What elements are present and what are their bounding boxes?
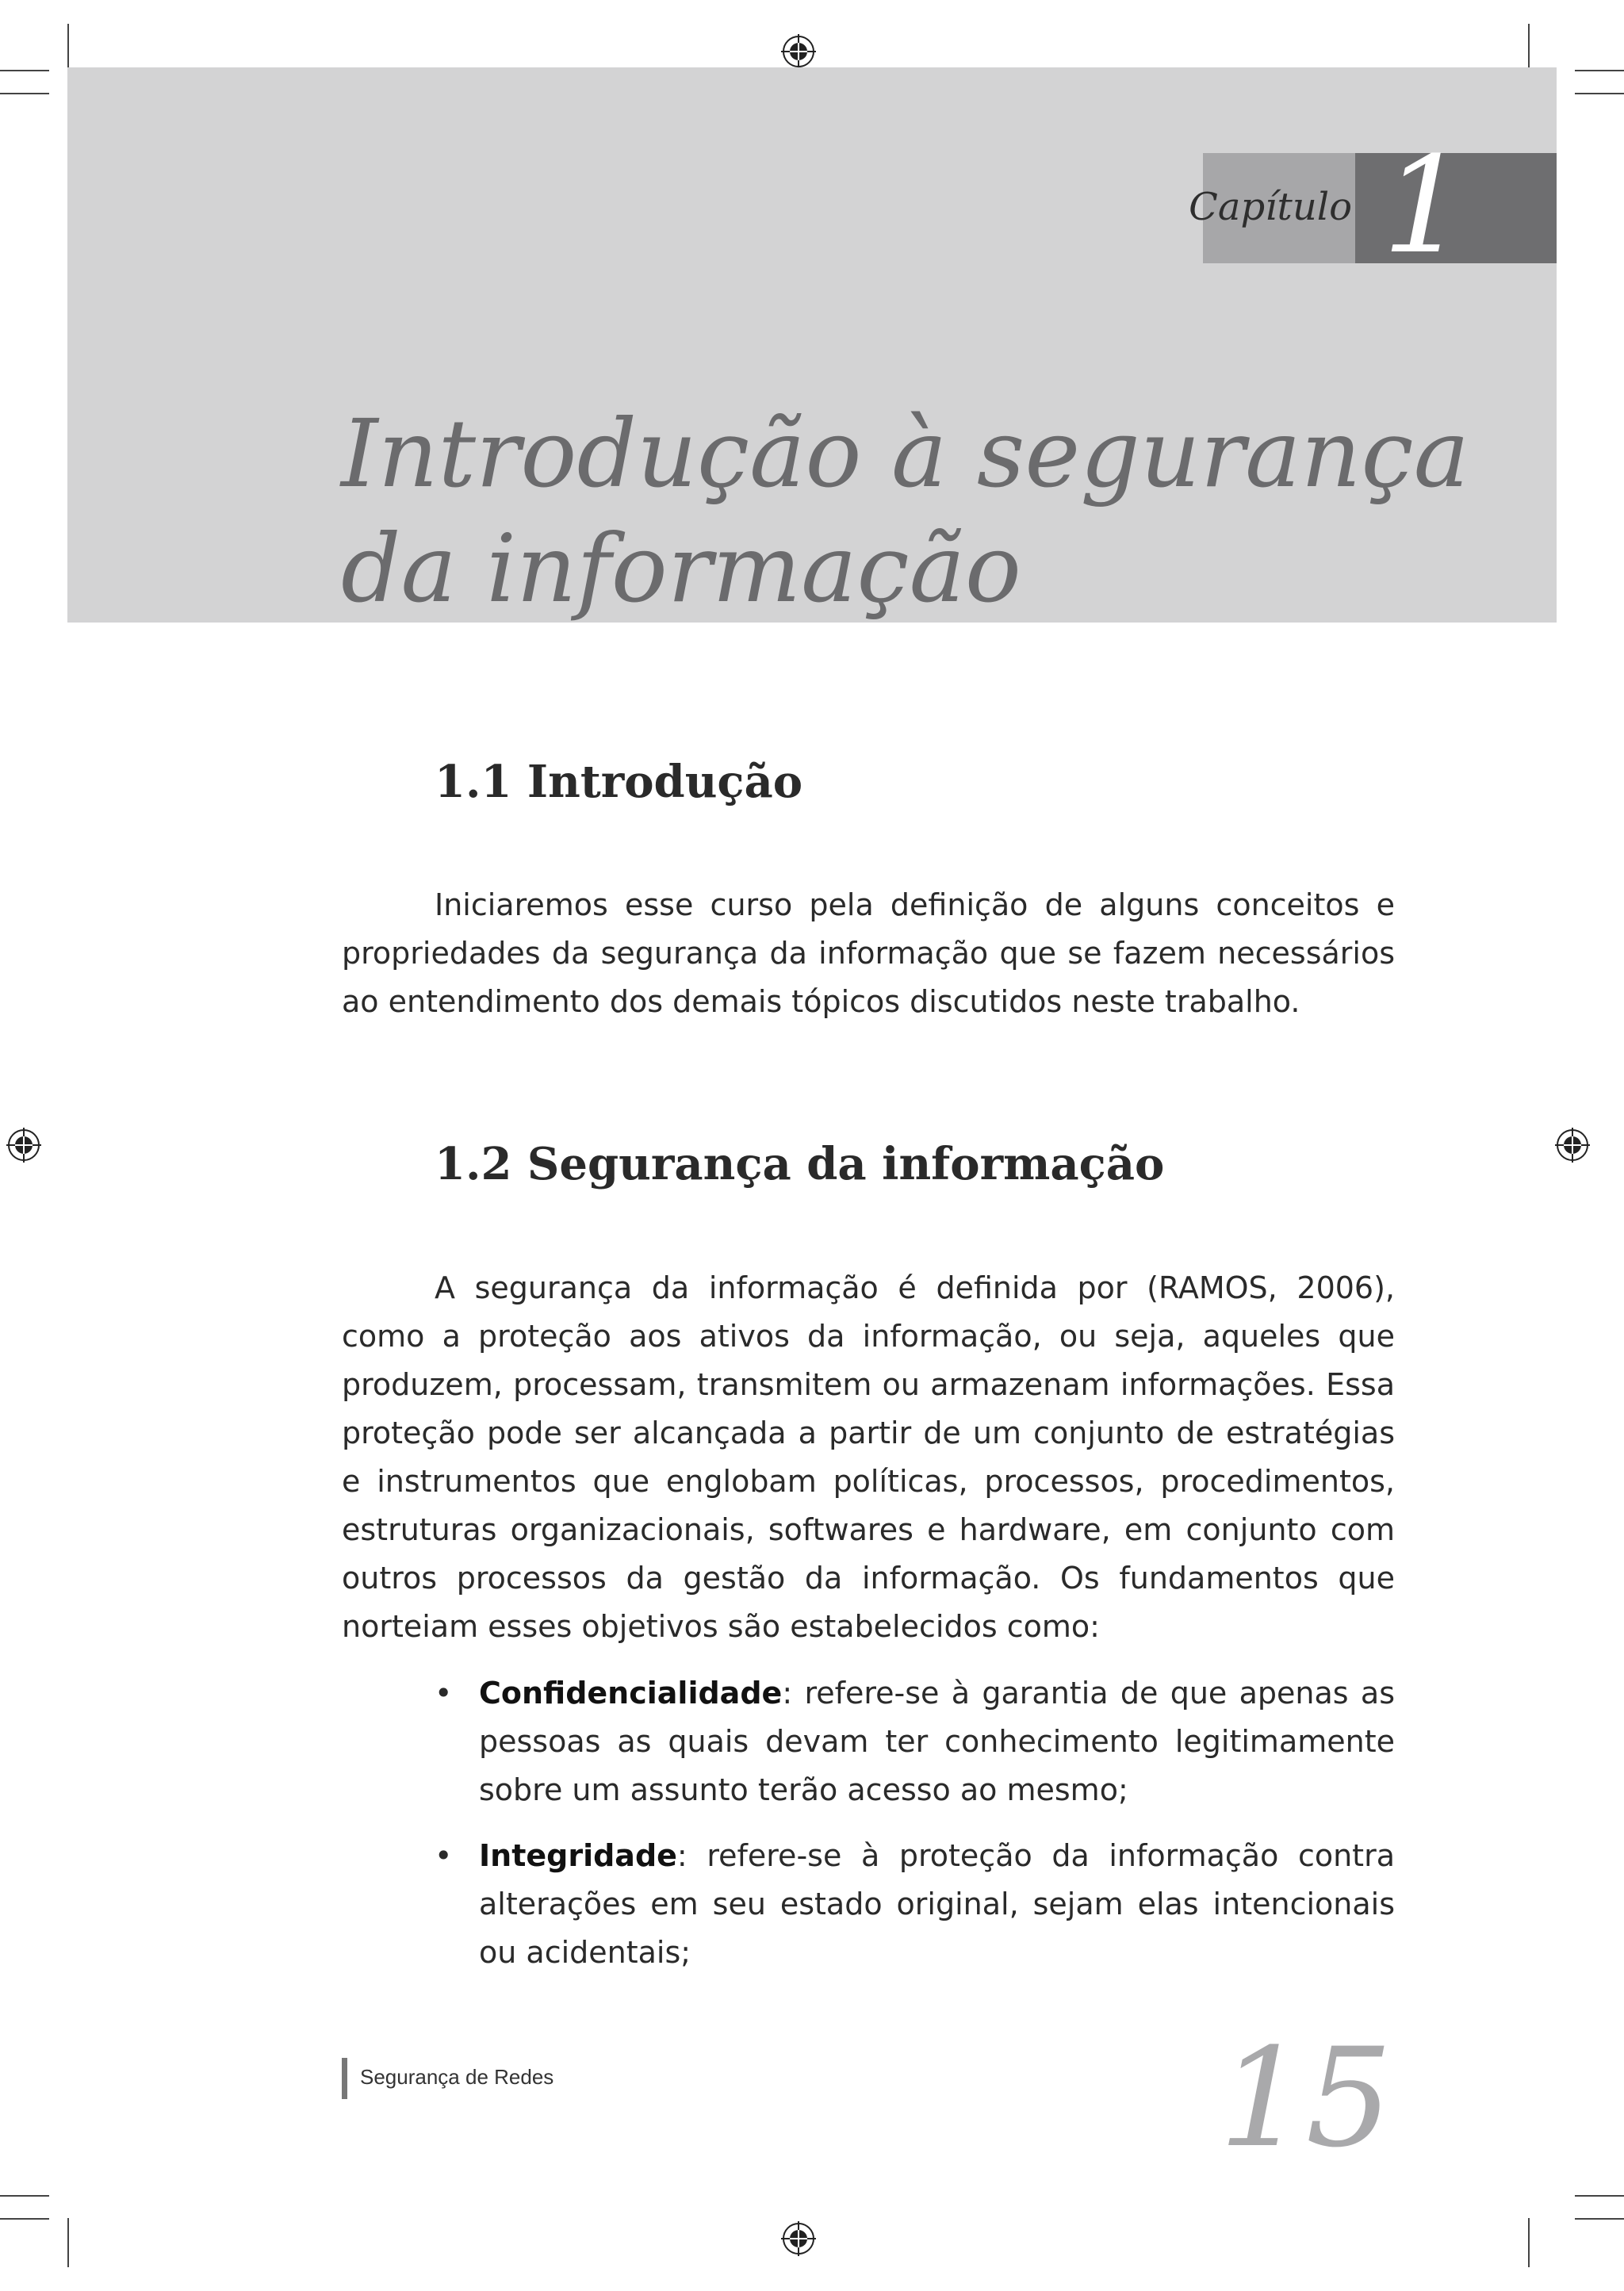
crop-mark [0, 70, 49, 71]
registration-mark-icon [781, 2221, 816, 2256]
crop-mark [67, 2218, 69, 2267]
chapter-label: Capítulo [1189, 185, 1352, 229]
crop-mark [0, 93, 49, 94]
section-paragraph: Iniciaremos esse curso pela definição de alguns conceitos e propriedades da segurança da informação que se fazem necessários ao entendimento dos demais tópicos discutidos neste trabalho. [342, 887, 1395, 1019]
bullet-term: Integridade [479, 1838, 677, 1873]
footer-book-title: Segurança de Redes [360, 2065, 554, 2089]
registration-mark-icon [6, 1128, 41, 1163]
bullet-text: : refere-se à proteção da informação contra alterações em seu estado original, sejam elas intencionais ou acidentais; [479, 1838, 1395, 1970]
crop-mark [0, 2218, 49, 2220]
chapter-title-line: da informação [341, 514, 1021, 623]
crop-mark [67, 24, 69, 73]
chapter-label-box [1189, 153, 1355, 263]
registration-mark-icon [781, 34, 816, 69]
crop-mark [1575, 93, 1624, 94]
footer-bar [342, 2058, 347, 2099]
chapter-number: 1 [1382, 128, 1467, 283]
fundamentals-list [435, 1669, 1395, 1977]
bullet-term: Confidencialidade [479, 1676, 783, 1711]
crop-mark [1575, 2195, 1624, 2197]
crop-mark [0, 2195, 49, 2197]
chapter-number-box [1355, 128, 1557, 283]
crop-mark [1528, 24, 1530, 73]
registration-mark-icon [1555, 1128, 1590, 1163]
crop-mark [1575, 2218, 1624, 2220]
list-item [435, 1669, 1395, 1814]
chapter-tab [1189, 128, 1557, 283]
page-number: 15 [1219, 2018, 1392, 2178]
bullet-icon: • [435, 1676, 453, 1711]
crop-mark [1528, 2218, 1530, 2267]
chapter-title-line: Introdução à segurança [341, 399, 1469, 508]
section-paragraph: A segurança da informação é definida por (RAMOS, 2006), como a proteção aos ativos da informação, ou seja, aqueles que produzem, processam, transmitem ou armazenam informações. Essa proteção pode ser alcançada a partir de um conjunto de estratégias e instrumentos que englobam políticas, processos, procedimentos, estruturas organizacionais, softwares e hardware, em conjunto com outros processos da gestão da informação. Os fundamentos que norteiam esses objetivos são estabelecidos como: [342, 1270, 1395, 1644]
crop-mark [1575, 70, 1624, 71]
section-heading-seguranca: 1.2 Segurança da informação [435, 1138, 1165, 1190]
chapter-title [341, 397, 1469, 626]
list-item [435, 1832, 1395, 1977]
bullet-text: : refere-se à garantia de que apenas as pessoas as quais devam ter conhecimento legitimamente sobre um assunto terão acesso ao mesmo; [479, 1676, 1395, 1807]
bullet-icon: • [435, 1838, 453, 1873]
section-heading-introducao: 1.1 Introdução [435, 756, 803, 808]
